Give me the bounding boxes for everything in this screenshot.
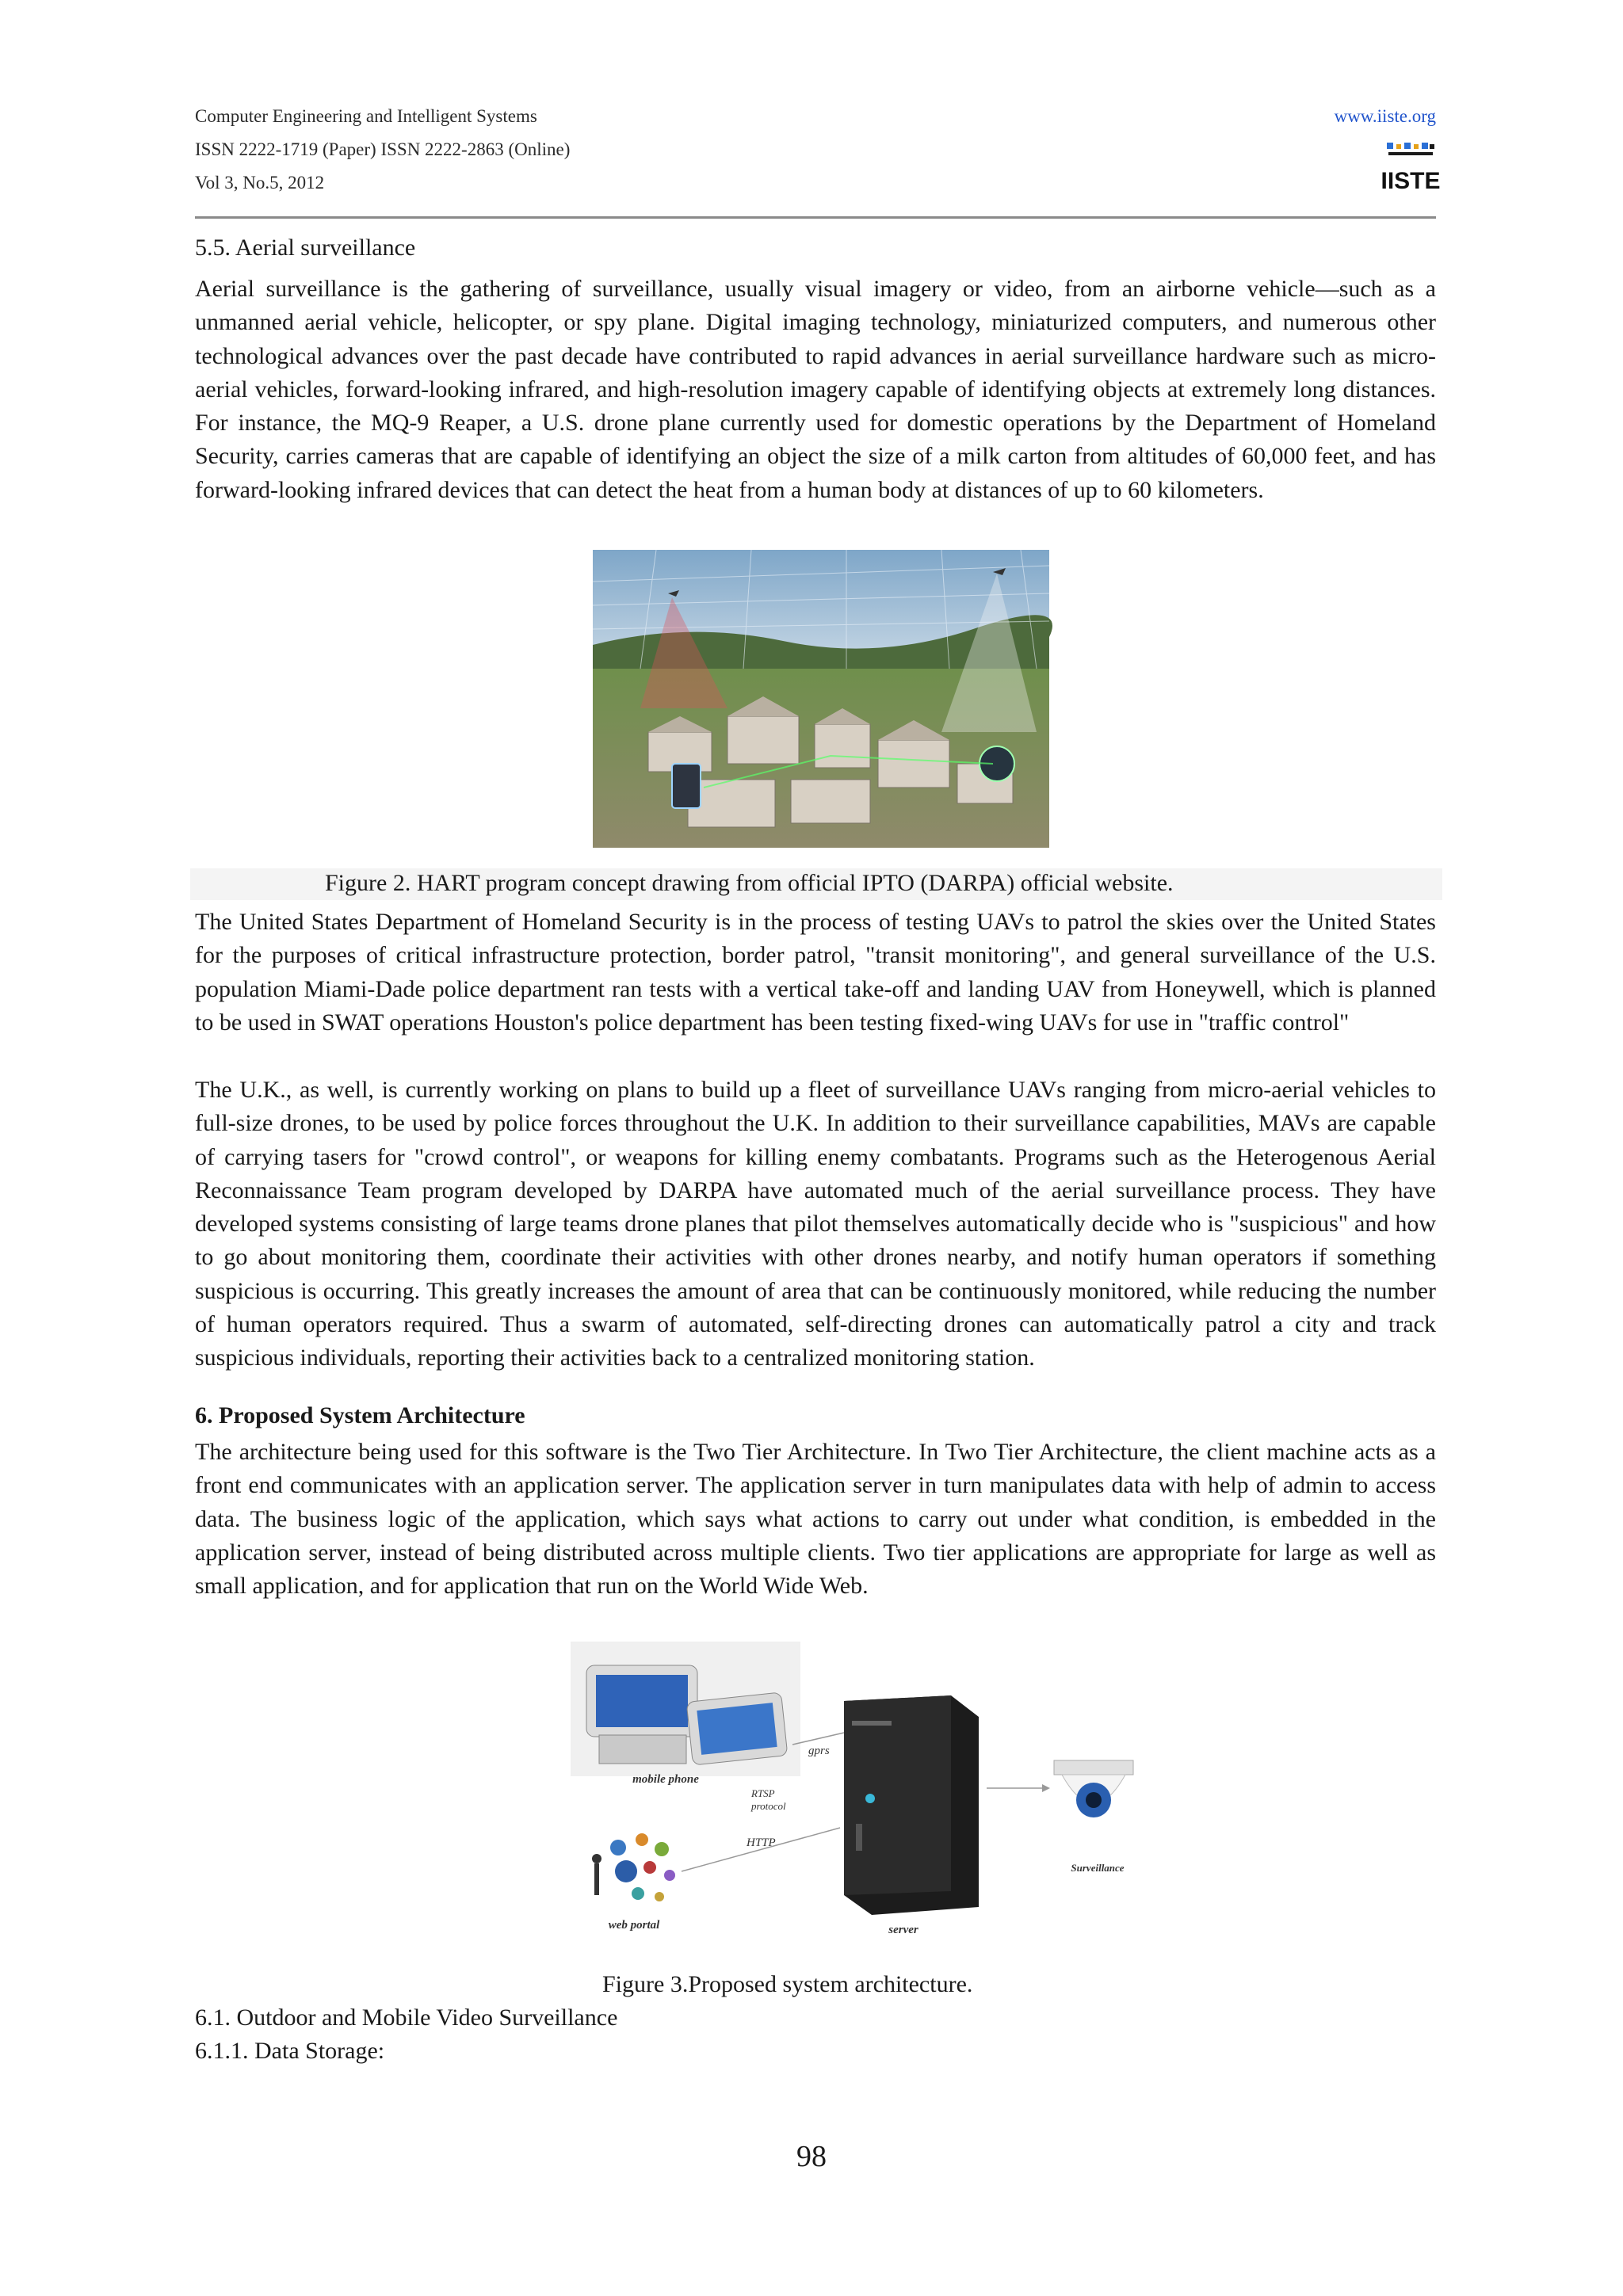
surveillance-camera [1054, 1760, 1133, 1817]
label-http: HTTP [747, 1836, 776, 1849]
section-6-paragraph: The architecture being used for this software is the Two Tier Architecture. In Two Tier Architecture, the client machine acts as a front end communicates with an application server. The application server in turn manipulates data with help of admin to access data. The business logic of the application, which says what actions to carry out under what condition, is embedded in the application server, instead of being distributed across multiple clients. Two tier applications are appropriate for large as well as small application, and for application that run on the World Wide Web. [195, 1439, 1436, 1600]
mobile-device-2 [686, 1692, 788, 1765]
arrow-web-to-server [682, 1828, 840, 1871]
label-mobile-phone: mobile phone [632, 1773, 699, 1786]
page-header [195, 101, 1441, 219]
mobile-device-1 [586, 1665, 697, 1764]
journal-volume: Vol 3, No.5, 2012 [195, 173, 325, 193]
iiste-logo [1381, 141, 1441, 196]
journal-url[interactable]: www.iiste.org [1334, 106, 1436, 126]
label-server: server [888, 1924, 918, 1936]
figure-3-architecture-diagram [571, 1642, 1157, 1943]
journal-issn: ISSN 2222-1719 (Paper) ISSN 2222-2863 (Online) [195, 139, 571, 159]
uk-uav-paragraph: The U.K., as well, is currently working on plans to build up a fleet of surveillance UAVs ranging from micro-aerial vehicles to full-size drones, to be used by police forces throughout the U.K. In addition to their surveillance capabilities, MAVs are capable of carrying tasers for "crowd control", or weapons for killing enemy combatants. Programs such as the Heterogenous Aerial Reconnaissance Team program developed by DARPA have automated much of the aerial surveillance process. They have developed systems consisting of large teams drone planes that pilot themselves automatically decide who is "suspicious" and how to go about monitoring them, coordinate their activities with other drones nearby, and notify human operators if something suspicious is occurring. This greatly increases the amount of area that can be continuously monitored, while reducing the number of human operators required. Thus a swarm of automated, self-directing drones can automatically patrol a city and track suspicious individuals, reporting their activities back to a centralized monitoring station. [195, 1077, 1436, 1371]
web-portal-cluster [592, 1833, 675, 1901]
dhs-uav-paragraph: The United States Department of Homeland Security is in the process of testing UAVs to patrol the skies over the United States for the purposes of critical infrastructure protection, border patrol, "transit monitoring", and general surveillance of the U.S. population Miami-Dade police department ran tests with a vertical take-off and landing UAV from Honeywell, which is planned to be used in SWAT operations Houston's police department has been testing fixed-wing UAVs for use in "traffic control" [195, 909, 1436, 1035]
label-surveillance: Surveillance [1071, 1862, 1125, 1874]
section-5-5-paragraph: Aerial surveillance is the gathering of surveillance, usually visual imagery or video, from an airborne vehicle—such as a unmanned aerial vehicle, helicopter, or spy plane. Digital imaging technology, miniaturized computers, and numerous other technological advances over the past decade have contributed to rapid advances in aerial surveillance hardware such as micro-aerial vehicles, forward-looking infrared, and high-resolution imagery capable of identifying objects at extremely long distances. For instance, the MQ-9 Reaper, a U.S. drone plane currently used for domestic operations by the Department of Homeland Security, carries cameras that are capable of identifying an object the size of a milk carton from altitudes of 60,000 feet, and has forward-looking infrared devices that can detect the heat from a human body at distances of up to 60 kilometers. [195, 276, 1436, 503]
figure-2-hart-drawing [593, 550, 1049, 848]
label-rtsp: RTSP [751, 1787, 775, 1799]
page-number: 98 [796, 2140, 827, 2173]
section-6-title: 6. Proposed System Architecture [195, 1402, 525, 1428]
server-tower [844, 1695, 979, 1915]
logo-text: IISTE [1381, 168, 1441, 194]
label-protocol: protocol [751, 1800, 786, 1812]
journal-name: Computer Engineering and Intelligent Systems [195, 106, 537, 126]
section-6-1-title: 6.1. Outdoor and Mobile Video Surveillance [195, 2004, 618, 2031]
figure-2-caption: Figure 2. HART program concept drawing from official IPTO (DARPA) official website. [325, 870, 1174, 896]
figure-3-caption: Figure 3.Proposed system architecture. [602, 1971, 973, 1997]
label-web-portal: web portal [608, 1919, 660, 1932]
section-5-5-title: 5.5. Aerial surveillance [195, 235, 416, 261]
section-6-1-1-title: 6.1.1. Data Storage: [195, 2038, 385, 2064]
label-gprs: gprs [808, 1745, 830, 1757]
